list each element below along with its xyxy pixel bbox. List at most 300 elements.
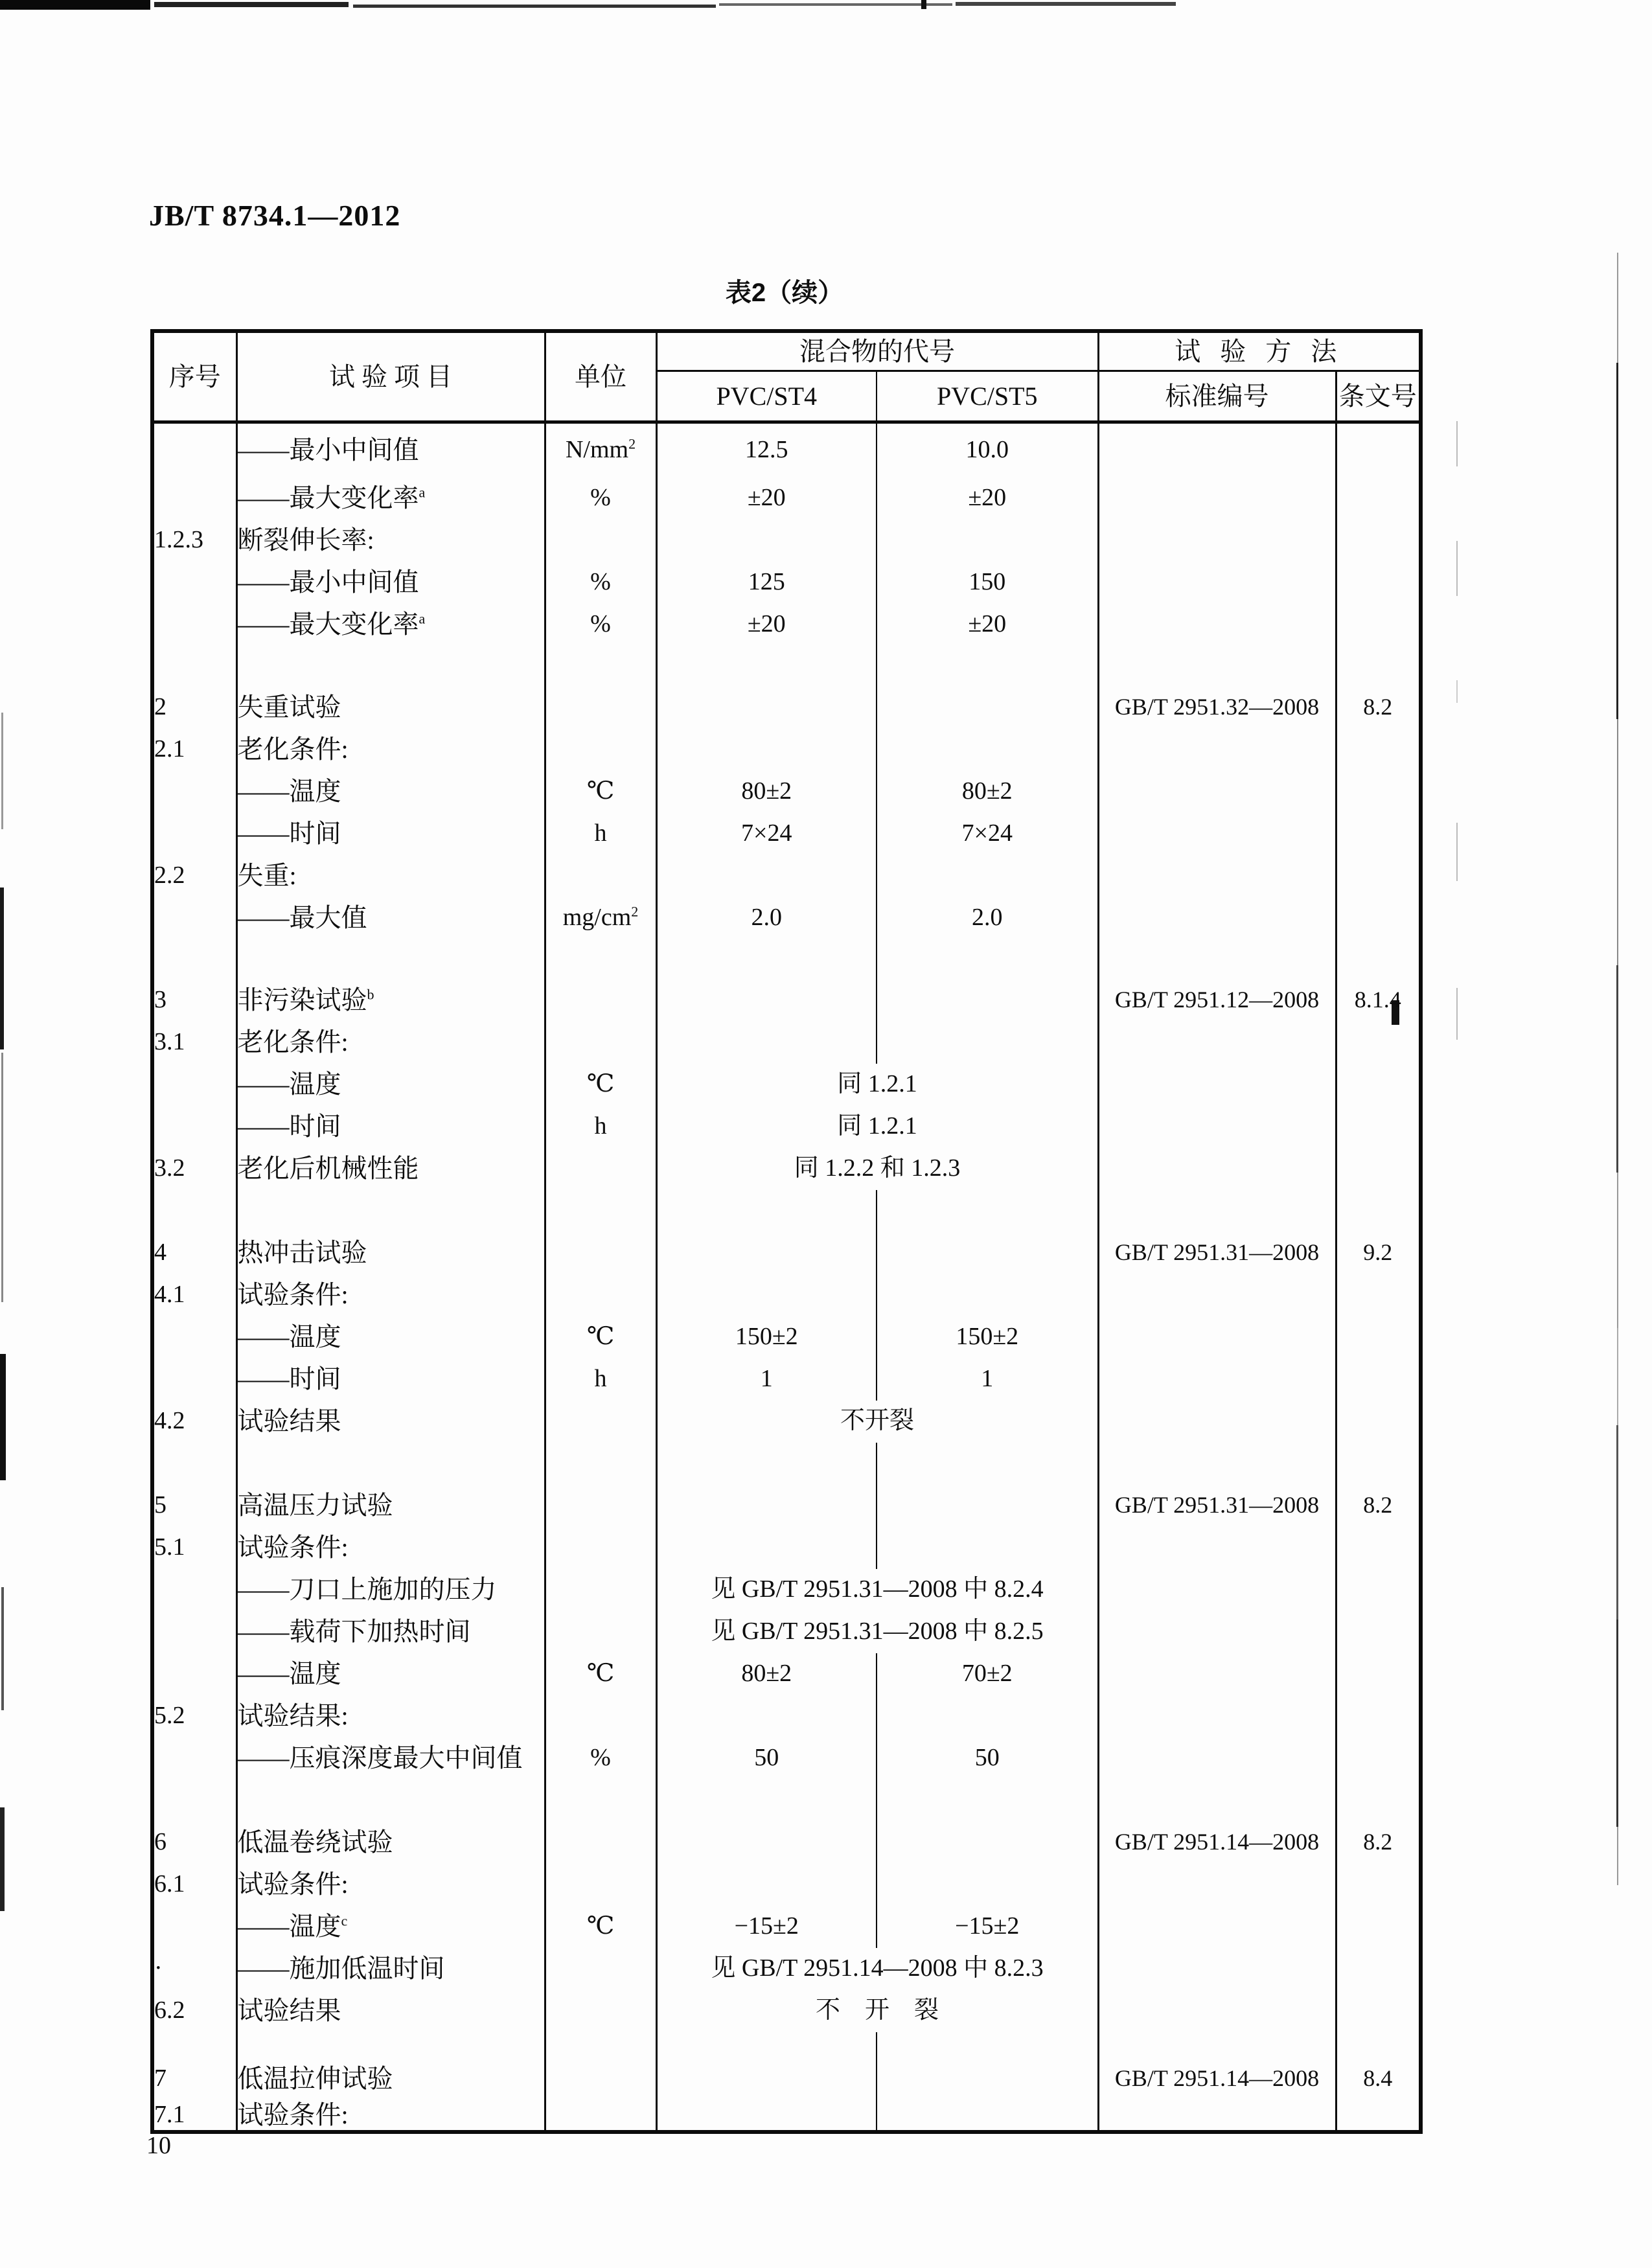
cell-clause [1336, 422, 1421, 477]
cell-standard: GB/T 2951.32—2008 [1098, 687, 1336, 729]
cell-unit [545, 1190, 656, 1232]
cell-item: 试验结果: [236, 1695, 545, 1737]
cell-clause [1336, 1653, 1421, 1695]
cell-standard [1098, 813, 1336, 855]
cell-pvc-st5 [877, 2058, 1098, 2100]
scan-artifact-left-line [0, 1354, 6, 1480]
cell-pvc-st5 [877, 1443, 1098, 1485]
cell-item: 失重试验 [236, 687, 545, 729]
cell-item: ——温度 [236, 1064, 545, 1106]
cell-merged-value: 同 1.2.1 [656, 1064, 1098, 1106]
cell-clause [1336, 2032, 1421, 2058]
cell-item: ——时间 [236, 1106, 545, 1148]
table-row [152, 1527, 1421, 1569]
cell-standard [1098, 1527, 1336, 1569]
cell-seq: 2 [152, 687, 236, 729]
cell-unit: $N/mm^2$ [545, 422, 656, 477]
cell-merged-value: 不 开 裂 [656, 1990, 1098, 2032]
spacer-row [152, 1443, 1421, 1485]
cell-clause [1336, 1864, 1421, 1906]
cell-clause [1336, 1443, 1421, 1485]
cell-item [236, 1443, 545, 1485]
cell-item: 试验结果 [236, 1990, 545, 2032]
cell-item: 试验结果 [236, 1401, 545, 1443]
column-group-mixture-code: 混合物的代号 [656, 331, 1098, 371]
cell-item: ——最大变化率$^a$ [236, 604, 545, 646]
cell-pvc-st4 [656, 520, 877, 562]
column-header-standard: 标准编号 [1098, 371, 1336, 422]
cell-pvc-st4 [656, 2032, 877, 2058]
cell-pvc-st5 [877, 1780, 1098, 1822]
cell-standard [1098, 2032, 1336, 2058]
cell-seq: 7.1 [152, 2100, 236, 2132]
scan-artifact-right-line [1616, 965, 1618, 1173]
cell-seq: 6.1 [152, 1864, 236, 1906]
table-row [152, 1864, 1421, 1906]
cell-item: ——施加低温时间 [236, 1948, 545, 1990]
table-row [152, 422, 1421, 477]
cell-pvc-st5 [877, 729, 1098, 771]
table-row [152, 1358, 1421, 1401]
cell-pvc-st5: 70±2 [877, 1653, 1098, 1695]
cell-item: 热冲击试验 [236, 1232, 545, 1274]
cell-pvc-st5: ±20 [877, 477, 1098, 520]
cell-seq: · [152, 1948, 236, 1990]
cell-pvc-st4 [656, 687, 877, 729]
cell-unit [545, 1443, 656, 1485]
column-header-pvc-st5: PVC/ST5 [877, 371, 1098, 422]
cell-unit: ℃ [545, 771, 656, 813]
cell-item: 试验条件: [236, 1274, 545, 1316]
cell-seq: 5.2 [152, 1695, 236, 1737]
cell-merged-value: 见 GB/T 2951.31—2008 中 8.2.5 [656, 1611, 1098, 1653]
cell-pvc-st5 [877, 1232, 1098, 1274]
cell-pvc-st4: 7×24 [656, 813, 877, 855]
cell-clause [1336, 1148, 1421, 1190]
scan-artifact-bleed [1456, 988, 1458, 1040]
cell-seq [152, 897, 236, 939]
scan-artifact-top-band [154, 2, 349, 7]
cell-item: 老化条件: [236, 729, 545, 771]
cell-seq [152, 422, 236, 477]
column-group-test-method: 试 验 方 法 [1098, 331, 1421, 371]
cell-standard [1098, 1022, 1336, 1064]
column-header-clause: 条文号 [1336, 371, 1421, 422]
cell-pvc-st5 [877, 2032, 1098, 2058]
cell-item: ——温度 [236, 1653, 545, 1695]
cell-unit [545, 1948, 656, 1990]
cell-merged-value: 不开裂 [656, 1401, 1098, 1443]
cell-pvc-st5 [877, 1864, 1098, 1906]
cell-pvc-st5 [877, 1485, 1098, 1527]
spacer-row [152, 939, 1421, 979]
cell-seq: 2.2 [152, 855, 236, 897]
cell-pvc-st4: ±20 [656, 477, 877, 520]
cell-item: 失重: [236, 855, 545, 897]
cell-pvc-st5: 50 [877, 1737, 1098, 1780]
scan-artifact-top-band [353, 5, 716, 8]
cell-standard [1098, 1695, 1336, 1737]
cell-pvc-st4 [656, 1780, 877, 1822]
cell-seq [152, 1064, 236, 1106]
cell-pvc-st5 [877, 1022, 1098, 1064]
cell-seq: 3.2 [152, 1148, 236, 1190]
spec-table [150, 329, 1423, 2134]
cell-pvc-st5: 1 [877, 1358, 1098, 1401]
cell-clause [1336, 1695, 1421, 1737]
cell-unit: h [545, 1106, 656, 1148]
cell-standard [1098, 646, 1336, 687]
table-row [152, 1906, 1421, 1948]
cell-unit [545, 1485, 656, 1527]
cell-item: 试验条件: [236, 1527, 545, 1569]
cell-unit [545, 687, 656, 729]
cell-merged-value: 同 1.2.2 和 1.2.3 [656, 1148, 1098, 1190]
cell-standard [1098, 1274, 1336, 1316]
cell-pvc-st5 [877, 855, 1098, 897]
cell-clause [1336, 562, 1421, 604]
cell-seq [152, 1190, 236, 1232]
cell-standard [1098, 2100, 1336, 2132]
cell-item: ——温度 [236, 1316, 545, 1358]
cell-standard [1098, 1190, 1336, 1232]
cell-unit: ℃ [545, 1316, 656, 1358]
table-row [152, 771, 1421, 813]
cell-clause [1336, 1358, 1421, 1401]
cell-pvc-st4 [656, 1443, 877, 1485]
cell-unit [545, 1527, 656, 1569]
cell-unit: ℃ [545, 1064, 656, 1106]
table-row [152, 1822, 1421, 1864]
scan-artifact-right-line [1617, 1173, 1618, 1328]
cell-seq [152, 1737, 236, 1780]
page-number: 10 [146, 2132, 171, 2159]
cell-pvc-st4 [656, 729, 877, 771]
cell-unit [545, 646, 656, 687]
cell-seq [152, 1611, 236, 1653]
cell-clause [1336, 813, 1421, 855]
cell-pvc-st4 [656, 2100, 877, 2132]
cell-item: ——时间 [236, 1358, 545, 1401]
cell-standard: GB/T 2951.31—2008 [1098, 1232, 1336, 1274]
cell-standard [1098, 1569, 1336, 1611]
cell-item: 试验条件: [236, 1864, 545, 1906]
cell-clause [1336, 897, 1421, 939]
cell-seq: 4.1 [152, 1274, 236, 1316]
cell-unit [545, 729, 656, 771]
spacer-row [152, 1190, 1421, 1232]
cell-seq [152, 1906, 236, 1948]
cell-unit [545, 939, 656, 979]
cell-seq [152, 813, 236, 855]
cell-unit: % [545, 477, 656, 520]
cell-standard [1098, 1358, 1336, 1401]
cell-pvc-st5 [877, 646, 1098, 687]
cell-unit [545, 1780, 656, 1822]
cell-pvc-st4: ±20 [656, 604, 877, 646]
cell-pvc-st4: 12.5 [656, 422, 877, 477]
cell-standard [1098, 520, 1336, 562]
cell-unit [545, 520, 656, 562]
cell-standard [1098, 729, 1336, 771]
scan-artifact-left-line [1, 1587, 4, 1710]
cell-seq: 3.1 [152, 1022, 236, 1064]
cell-pvc-st5 [877, 1695, 1098, 1737]
cell-pvc-st4: 80±2 [656, 771, 877, 813]
cell-item: 老化后机械性能 [236, 1148, 545, 1190]
cell-clause [1336, 1316, 1421, 1358]
cell-pvc-st5 [877, 687, 1098, 729]
cell-item [236, 1780, 545, 1822]
cell-clause [1336, 1990, 1421, 2032]
cell-seq: 6.2 [152, 1990, 236, 2032]
table-row [152, 562, 1421, 604]
scan-artifact-right-line [1616, 363, 1618, 719]
cell-item: 低温卷绕试验 [236, 1822, 545, 1864]
scan-artifact-bleed [1456, 680, 1458, 703]
cell-standard: GB/T 2951.12—2008 [1098, 979, 1336, 1022]
table-row [152, 1148, 1421, 1190]
cell-unit [545, 1990, 656, 2032]
cell-unit: ℃ [545, 1906, 656, 1948]
cell-seq [152, 646, 236, 687]
scan-artifact-left-line [0, 1807, 5, 1911]
footnote-marker: b [367, 986, 374, 1003]
cell-unit [545, 979, 656, 1022]
footnote-marker: 2 [628, 435, 636, 452]
cell-seq [152, 1106, 236, 1148]
document-number: JB/T 8734.1—2012 [149, 199, 401, 232]
cell-standard [1098, 1106, 1336, 1148]
cell-pvc-st4 [656, 939, 877, 979]
table-row [152, 477, 1421, 520]
cell-standard: GB/T 2951.14—2008 [1098, 1822, 1336, 1864]
cell-pvc-st5 [877, 520, 1098, 562]
cell-standard [1098, 422, 1336, 477]
column-header-unit: 单位 [545, 331, 656, 422]
cell-pvc-st4: 50 [656, 1737, 877, 1780]
cell-merged-value: 见 GB/T 2951.31—2008 中 8.2.4 [656, 1569, 1098, 1611]
cell-seq [152, 1780, 236, 1822]
cell-item [236, 646, 545, 687]
cell-standard [1098, 477, 1336, 520]
spacer-row [152, 1780, 1421, 1822]
cell-unit [545, 1695, 656, 1737]
cell-pvc-st5 [877, 1822, 1098, 1864]
cell-clause [1336, 1780, 1421, 1822]
cell-clause [1336, 1064, 1421, 1106]
cell-item: ——温度 [236, 771, 545, 813]
table-row [152, 2058, 1421, 2100]
scan-artifact-right-line [1617, 253, 1618, 363]
cell-standard [1098, 1443, 1336, 1485]
cell-clause [1336, 2100, 1421, 2132]
table-row [152, 1232, 1421, 1274]
cell-seq [152, 1569, 236, 1611]
table-title: 表2（续） [725, 279, 844, 307]
footnote-marker: 2 [631, 903, 639, 920]
cell-seq [152, 1358, 236, 1401]
cell-standard [1098, 1780, 1336, 1822]
cell-clause: 8.4 [1363, 2065, 1393, 2092]
cell-pvc-st5: 10.0 [877, 422, 1098, 477]
cell-pvc-st5: −15±2 [877, 1906, 1098, 1948]
cell-clause [1336, 1401, 1421, 1443]
cell-unit [545, 1569, 656, 1611]
cell-seq [152, 477, 236, 520]
table-row [152, 1948, 1421, 1990]
cell-item: 老化条件: [236, 1022, 545, 1064]
cell-item: 非污染试验$^b$ [236, 979, 545, 1022]
cell-pvc-st4: 150±2 [656, 1316, 877, 1358]
cell-clause [1336, 855, 1421, 897]
cell-seq: 5 [152, 1485, 236, 1527]
cell-clause: 8.1.4 [1354, 987, 1401, 1013]
cell-item: 高温压力试验 [236, 1485, 545, 1527]
cell-pvc-st4 [656, 1822, 877, 1864]
table-header [152, 331, 1421, 422]
table-body [152, 422, 1421, 2132]
cell-seq: 4 [152, 1232, 236, 1274]
footnote-marker: a [419, 610, 426, 627]
cell-standard [1098, 604, 1336, 646]
cell-seq [152, 2032, 236, 2058]
cell-item [236, 1190, 545, 1232]
cell-seq [152, 939, 236, 979]
cell-clause: 8.2 [1363, 694, 1393, 720]
cell-clause [1336, 729, 1421, 771]
cell-pvc-st4: 1 [656, 1358, 877, 1401]
cell-standard [1098, 1148, 1336, 1190]
cell-clause [1336, 1527, 1421, 1569]
scan-artifact-left-line [0, 888, 4, 1049]
cell-standard [1098, 1990, 1336, 2032]
cell-pvc-st5 [877, 1527, 1098, 1569]
cell-seq [152, 1443, 236, 1485]
cell-seq: 1.2.3 [152, 520, 236, 562]
cell-pvc-st5: 150±2 [877, 1316, 1098, 1358]
spacer-row [152, 646, 1421, 687]
cell-unit [545, 1232, 656, 1274]
cell-seq [152, 1316, 236, 1358]
cell-pvc-st4: 80±2 [656, 1653, 877, 1695]
cell-clause: 9.2 [1363, 1239, 1393, 1266]
cell-standard [1098, 855, 1336, 897]
cell-standard [1098, 1611, 1336, 1653]
cell-item: ——最小中间值 [236, 562, 545, 604]
cell-clause [1336, 939, 1421, 979]
table-row [152, 1695, 1421, 1737]
cell-pvc-st5: 2.0 [877, 897, 1098, 939]
cell-clause [1336, 1737, 1421, 1780]
cell-seq: 6 [152, 1822, 236, 1864]
cell-pvc-st4: 125 [656, 562, 877, 604]
cell-clause [1336, 646, 1421, 687]
cell-unit: $mg/cm^2$ [545, 897, 656, 939]
cell-pvc-st4 [656, 855, 877, 897]
cell-seq: 7 [152, 2058, 236, 2100]
cell-standard [1098, 1316, 1336, 1358]
cell-item [236, 2032, 545, 2058]
cell-standard [1098, 771, 1336, 813]
cell-seq [152, 604, 236, 646]
table-row [152, 604, 1421, 646]
cell-item: ——载荷下加热时间 [236, 1611, 545, 1653]
cell-standard [1098, 1906, 1336, 1948]
cell-pvc-st4 [656, 979, 877, 1022]
cell-pvc-st5 [877, 2100, 1098, 2132]
table-row [152, 1737, 1421, 1780]
cell-item: 低温拉伸试验 [236, 2058, 545, 2100]
scan-artifact-top-band [921, 0, 926, 9]
cell-unit: % [545, 1737, 656, 1780]
scan-artifact-top-band [719, 3, 952, 6]
cell-unit: ℃ [545, 1653, 656, 1695]
table-row [152, 729, 1421, 771]
footnote-marker: a [419, 484, 426, 501]
scan-artifact-bleed [1456, 823, 1458, 881]
table-row [152, 855, 1421, 897]
cell-clause [1336, 1906, 1421, 1948]
cell-unit [545, 2100, 656, 2132]
cell-pvc-st4 [656, 1022, 877, 1064]
table-row [152, 687, 1421, 729]
table-row [152, 1316, 1421, 1358]
cell-pvc-st5: 80±2 [877, 771, 1098, 813]
cell-standard: GB/T 2951.31—2008 [1098, 1485, 1336, 1527]
table-row [152, 1022, 1421, 1064]
table-row [152, 1064, 1421, 1106]
table-row [152, 979, 1421, 1022]
scan-artifact-left-line [1, 1053, 3, 1302]
cell-clause [1336, 1569, 1421, 1611]
cell-unit [545, 1022, 656, 1064]
table-row [152, 1611, 1421, 1653]
cell-pvc-st5: 150 [877, 562, 1098, 604]
scan-artifact-right-line [1616, 1425, 1618, 1620]
table-row [152, 1485, 1421, 1527]
cell-standard: GB/T 2951.14—2008 [1098, 2058, 1336, 2100]
cell-pvc-st5: 7×24 [877, 813, 1098, 855]
header-row-groups [152, 331, 1421, 371]
cell-seq [152, 1653, 236, 1695]
column-header-seq: 序号 [152, 331, 236, 422]
cell-clause [1336, 520, 1421, 562]
cell-item: 试验条件: [236, 2100, 545, 2132]
cell-unit [545, 1611, 656, 1653]
cell-pvc-st4 [656, 1864, 877, 1906]
cell-pvc-st5 [877, 1274, 1098, 1316]
cell-clause [1336, 771, 1421, 813]
cell-item: ——最大变化率$^a$ [236, 477, 545, 520]
cell-clause [1336, 1274, 1421, 1316]
cell-unit: h [545, 1358, 656, 1401]
cell-item: ——时间 [236, 813, 545, 855]
table-row [152, 897, 1421, 939]
cell-clause [1336, 604, 1421, 646]
cell-pvc-st4 [656, 1695, 877, 1737]
cell-item: ——最小中间值 [236, 422, 545, 477]
table-row [152, 813, 1421, 855]
cell-pvc-st4: 2.0 [656, 897, 877, 939]
cell-pvc-st4 [656, 1232, 877, 1274]
cell-standard [1098, 562, 1336, 604]
cell-pvc-st4 [656, 646, 877, 687]
column-header-pvc-st4: PVC/ST4 [656, 371, 877, 422]
cell-pvc-st4 [656, 1190, 877, 1232]
cell-standard [1098, 1401, 1336, 1443]
cell-unit [545, 1822, 656, 1864]
